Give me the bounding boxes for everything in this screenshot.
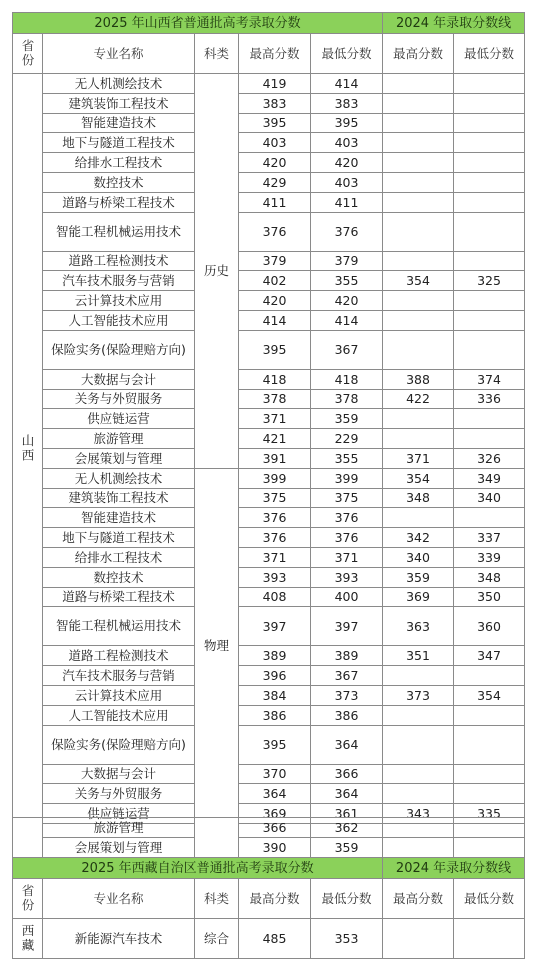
min-score-cell: 376	[311, 212, 383, 251]
major-cell: 智能工程机械运用技术	[43, 212, 195, 251]
table-row	[13, 838, 525, 858]
max-score-cell: 379	[239, 251, 311, 271]
table-row	[13, 646, 525, 666]
table-row	[13, 409, 525, 429]
min-score-2024-cell	[454, 705, 525, 725]
min-score-2024-cell: 326	[454, 448, 525, 468]
max-score-2024-cell	[383, 666, 454, 686]
max-score-cell: 395	[239, 725, 311, 764]
max-score-cell: 376	[239, 212, 311, 251]
min-score-2024-cell	[454, 725, 525, 764]
table-row	[13, 528, 525, 548]
major-cell: 道路与桥梁工程技术	[43, 192, 195, 212]
min-score-2024-cell: 339	[454, 547, 525, 567]
subject-cell: 物理	[195, 468, 239, 823]
table-row	[13, 818, 525, 838]
table-row	[13, 666, 525, 686]
max-score-2024-cell	[383, 725, 454, 764]
major-cell: 无人机测绘技术	[43, 74, 195, 94]
min-score-2024-cell	[454, 212, 525, 251]
max-score-cell: 378	[239, 389, 311, 409]
province-cell: 西藏	[13, 919, 43, 959]
max-score-2024-cell	[383, 919, 454, 959]
max-score-cell: 408	[239, 587, 311, 607]
shanxi-continuation-table	[12, 817, 524, 858]
min-score-2024-cell: 325	[454, 271, 525, 291]
max-score-2024-cell	[383, 153, 454, 173]
min-score-cell: 397	[311, 607, 383, 646]
max-score-2024-cell	[383, 508, 454, 528]
min-score-2024-cell	[454, 666, 525, 686]
max-score-2024-cell	[383, 409, 454, 429]
max-score-cell: 390	[239, 838, 311, 858]
max-score-cell: 395	[239, 330, 311, 369]
min-score-2024-cell: 348	[454, 567, 525, 587]
min-score-cell: 355	[311, 448, 383, 468]
major-cell: 关务与外贸服务	[43, 389, 195, 409]
min-score-2024-cell: 374	[454, 369, 525, 389]
table-row	[13, 725, 525, 764]
major-cell: 给排水工程技术	[43, 153, 195, 173]
major-cell: 云计算技术应用	[43, 291, 195, 311]
max-score-cell: 403	[239, 133, 311, 153]
max-score-2024-cell	[383, 330, 454, 369]
max-score-2024-cell: 354	[383, 468, 454, 488]
header-max-2024: 最高分数	[383, 34, 454, 74]
tibet-header-max-2025: 最高分数	[239, 879, 311, 919]
min-score-cell: 375	[311, 488, 383, 508]
table-row	[13, 567, 525, 587]
header-province: 省份	[13, 34, 43, 74]
table-row	[13, 133, 525, 153]
min-score-cell: 367	[311, 666, 383, 686]
table-row	[13, 93, 525, 113]
max-score-2024-cell	[383, 310, 454, 330]
table-row	[13, 547, 525, 567]
major-cell: 智能建造技术	[43, 508, 195, 528]
major-cell: 道路与桥梁工程技术	[43, 587, 195, 607]
major-cell: 地下与隧道工程技术	[43, 133, 195, 153]
province-cell-blank	[13, 818, 43, 858]
max-score-cell: 383	[239, 93, 311, 113]
table-row	[13, 685, 525, 705]
min-score-cell: 386	[311, 705, 383, 725]
min-score-cell: 411	[311, 192, 383, 212]
table-row	[13, 468, 525, 488]
table-row	[13, 919, 525, 959]
table-row	[13, 251, 525, 271]
min-score-2024-cell	[454, 409, 525, 429]
major-cell: 数控技术	[43, 172, 195, 192]
min-score-cell: 364	[311, 725, 383, 764]
major-cell: 供应链运营	[43, 409, 195, 429]
max-score-2024-cell	[383, 212, 454, 251]
min-score-cell: 418	[311, 369, 383, 389]
min-score-cell: 414	[311, 310, 383, 330]
major-cell: 建筑装饰工程技术	[43, 488, 195, 508]
min-score-2024-cell	[454, 818, 525, 838]
min-score-cell: 420	[311, 291, 383, 311]
max-score-cell: 421	[239, 429, 311, 449]
major-cell: 无人机测绘技术	[43, 468, 195, 488]
min-score-cell: 362	[311, 818, 383, 838]
min-score-cell: 379	[311, 251, 383, 271]
table-row	[13, 784, 525, 804]
max-score-2024-cell	[383, 251, 454, 271]
major-cell: 新能源汽车技术	[43, 919, 195, 959]
min-score-cell: 371	[311, 547, 383, 567]
tibet-header-subject: 科类	[195, 879, 239, 919]
min-score-cell: 373	[311, 685, 383, 705]
table-row	[13, 389, 525, 409]
max-score-2024-cell	[383, 113, 454, 133]
min-score-cell: 389	[311, 646, 383, 666]
min-score-cell: 378	[311, 389, 383, 409]
major-cell: 大数据与会计	[43, 764, 195, 784]
min-score-cell: 393	[311, 567, 383, 587]
max-score-2024-cell	[383, 784, 454, 804]
min-score-cell: 403	[311, 133, 383, 153]
max-score-cell: 369	[239, 804, 311, 824]
major-cell: 会展策划与管理	[43, 838, 195, 858]
min-score-cell: 353	[311, 919, 383, 959]
major-cell: 地下与隧道工程技术	[43, 528, 195, 548]
max-score-2024-cell: 342	[383, 528, 454, 548]
table-row	[13, 429, 525, 449]
min-score-cell: 359	[311, 838, 383, 858]
min-score-2024-cell	[454, 93, 525, 113]
max-score-cell: 376	[239, 528, 311, 548]
max-score-cell: 429	[239, 172, 311, 192]
max-score-cell: 399	[239, 468, 311, 488]
table-row	[13, 291, 525, 311]
max-score-cell: 371	[239, 547, 311, 567]
table-row	[13, 607, 525, 646]
max-score-cell: 393	[239, 567, 311, 587]
max-score-cell: 420	[239, 291, 311, 311]
shanxi-title-2025: 2025 年山西省普通批高考录取分数	[13, 13, 383, 34]
min-score-cell: 367	[311, 330, 383, 369]
max-score-cell: 419	[239, 74, 311, 94]
shanxi-score-table	[12, 12, 524, 824]
major-cell: 旅游管理	[43, 818, 195, 838]
max-score-cell: 384	[239, 685, 311, 705]
max-score-2024-cell: 351	[383, 646, 454, 666]
min-score-2024-cell: 347	[454, 646, 525, 666]
max-score-cell: 386	[239, 705, 311, 725]
min-score-cell: 376	[311, 508, 383, 528]
table-row	[13, 113, 525, 133]
header-min-2025: 最低分数	[311, 34, 383, 74]
min-score-2024-cell: 360	[454, 607, 525, 646]
tibet-title-2024: 2024 年录取分数线	[383, 858, 525, 879]
max-score-2024-cell: 340	[383, 547, 454, 567]
min-score-2024-cell	[454, 74, 525, 94]
major-cell: 供应链运营	[43, 804, 195, 824]
max-score-2024-cell: 354	[383, 271, 454, 291]
max-score-2024-cell	[383, 133, 454, 153]
max-score-2024-cell: 369	[383, 587, 454, 607]
shanxi-title-2024: 2024 年录取分数线	[383, 13, 525, 34]
max-score-2024-cell	[383, 838, 454, 858]
major-cell: 云计算技术应用	[43, 685, 195, 705]
min-score-2024-cell: 350	[454, 587, 525, 607]
max-score-cell: 364	[239, 784, 311, 804]
max-score-2024-cell: 363	[383, 607, 454, 646]
min-score-cell: 403	[311, 172, 383, 192]
min-score-2024-cell	[454, 251, 525, 271]
max-score-cell: 366	[239, 818, 311, 838]
tibet-score-table	[12, 857, 524, 959]
table-row	[13, 508, 525, 528]
max-score-2024-cell	[383, 818, 454, 838]
min-score-cell: 414	[311, 74, 383, 94]
table-row	[13, 212, 525, 251]
province-cell: 山西	[13, 74, 43, 824]
min-score-2024-cell	[454, 310, 525, 330]
table-row	[13, 448, 525, 468]
max-score-2024-cell	[383, 172, 454, 192]
max-score-2024-cell: 388	[383, 369, 454, 389]
min-score-2024-cell: 340	[454, 488, 525, 508]
major-cell: 保险实务(保险理赔方向)	[43, 725, 195, 764]
min-score-cell: 399	[311, 468, 383, 488]
max-score-2024-cell	[383, 705, 454, 725]
max-score-2024-cell: 348	[383, 488, 454, 508]
min-score-2024-cell: 354	[454, 685, 525, 705]
min-score-2024-cell	[454, 153, 525, 173]
min-score-2024-cell	[454, 919, 525, 959]
max-score-cell: 485	[239, 919, 311, 959]
max-score-cell: 418	[239, 369, 311, 389]
table-row	[13, 172, 525, 192]
min-score-cell: 400	[311, 587, 383, 607]
max-score-2024-cell: 373	[383, 685, 454, 705]
major-cell: 关务与外贸服务	[43, 784, 195, 804]
major-cell: 旅游管理	[43, 429, 195, 449]
min-score-2024-cell	[454, 784, 525, 804]
min-score-2024-cell: 335	[454, 804, 525, 824]
subject-cell-blank	[195, 818, 239, 858]
tibet-title-2025: 2025 年西藏自治区普通批高考录取分数	[13, 858, 383, 879]
min-score-2024-cell	[454, 192, 525, 212]
major-cell: 人工智能技术应用	[43, 705, 195, 725]
major-cell: 数控技术	[43, 567, 195, 587]
min-score-2024-cell	[454, 838, 525, 858]
min-score-2024-cell: 336	[454, 389, 525, 409]
min-score-cell: 355	[311, 271, 383, 291]
subject-cell: 综合	[195, 919, 239, 959]
max-score-cell: 389	[239, 646, 311, 666]
major-cell: 道路工程检测技术	[43, 646, 195, 666]
min-score-2024-cell	[454, 429, 525, 449]
table-row	[13, 192, 525, 212]
min-score-cell: 420	[311, 153, 383, 173]
max-score-2024-cell: 343	[383, 804, 454, 824]
max-score-cell: 411	[239, 192, 311, 212]
max-score-2024-cell	[383, 74, 454, 94]
min-score-cell: 383	[311, 93, 383, 113]
max-score-cell: 397	[239, 607, 311, 646]
min-score-cell: 395	[311, 113, 383, 133]
table-row	[13, 271, 525, 291]
min-score-2024-cell	[454, 764, 525, 784]
min-score-cell: 366	[311, 764, 383, 784]
major-cell: 给排水工程技术	[43, 547, 195, 567]
max-score-2024-cell: 359	[383, 567, 454, 587]
major-cell: 汽车技术服务与营销	[43, 271, 195, 291]
min-score-2024-cell	[454, 133, 525, 153]
major-cell: 保险实务(保险理赔方向)	[43, 330, 195, 369]
min-score-cell: 364	[311, 784, 383, 804]
max-score-cell: 376	[239, 508, 311, 528]
tibet-header-min-2024: 最低分数	[454, 879, 525, 919]
table-row	[13, 705, 525, 725]
max-score-2024-cell	[383, 291, 454, 311]
max-score-cell: 396	[239, 666, 311, 686]
min-score-cell: 229	[311, 429, 383, 449]
table-row	[13, 369, 525, 389]
min-score-2024-cell	[454, 330, 525, 369]
major-cell: 人工智能技术应用	[43, 310, 195, 330]
table-row	[13, 153, 525, 173]
min-score-2024-cell	[454, 291, 525, 311]
major-cell: 智能建造技术	[43, 113, 195, 133]
max-score-cell: 414	[239, 310, 311, 330]
table-row	[13, 74, 525, 94]
major-cell: 道路工程检测技术	[43, 251, 195, 271]
header-min-2024: 最低分数	[454, 34, 525, 74]
header-subject: 科类	[195, 34, 239, 74]
table-row	[13, 764, 525, 784]
table-row	[13, 587, 525, 607]
major-cell: 大数据与会计	[43, 369, 195, 389]
max-score-2024-cell	[383, 192, 454, 212]
min-score-2024-cell	[454, 113, 525, 133]
min-score-2024-cell	[454, 508, 525, 528]
major-cell: 智能工程机械运用技术	[43, 607, 195, 646]
min-score-cell: 376	[311, 528, 383, 548]
subject-cell: 历史	[195, 74, 239, 469]
table-row	[13, 310, 525, 330]
tibet-header-major: 专业名称	[43, 879, 195, 919]
min-score-cell: 359	[311, 409, 383, 429]
max-score-cell: 420	[239, 153, 311, 173]
min-score-2024-cell: 349	[454, 468, 525, 488]
tibet-header-max-2024: 最高分数	[383, 879, 454, 919]
min-score-2024-cell: 337	[454, 528, 525, 548]
table-row	[13, 488, 525, 508]
max-score-cell: 375	[239, 488, 311, 508]
max-score-cell: 402	[239, 271, 311, 291]
max-score-cell: 370	[239, 764, 311, 784]
max-score-cell: 395	[239, 113, 311, 133]
major-cell: 汽车技术服务与营销	[43, 666, 195, 686]
max-score-2024-cell	[383, 429, 454, 449]
major-cell: 建筑装饰工程技术	[43, 93, 195, 113]
max-score-2024-cell	[383, 93, 454, 113]
tibet-header-min-2025: 最低分数	[311, 879, 383, 919]
major-cell: 会展策划与管理	[43, 448, 195, 468]
table-row	[13, 330, 525, 369]
header-max-2025: 最高分数	[239, 34, 311, 74]
max-score-2024-cell: 422	[383, 389, 454, 409]
header-major: 专业名称	[43, 34, 195, 74]
min-score-2024-cell	[454, 172, 525, 192]
max-score-2024-cell: 371	[383, 448, 454, 468]
max-score-cell: 391	[239, 448, 311, 468]
tibet-header-province: 省份	[13, 879, 43, 919]
max-score-2024-cell	[383, 764, 454, 784]
max-score-cell: 371	[239, 409, 311, 429]
min-score-cell: 361	[311, 804, 383, 824]
